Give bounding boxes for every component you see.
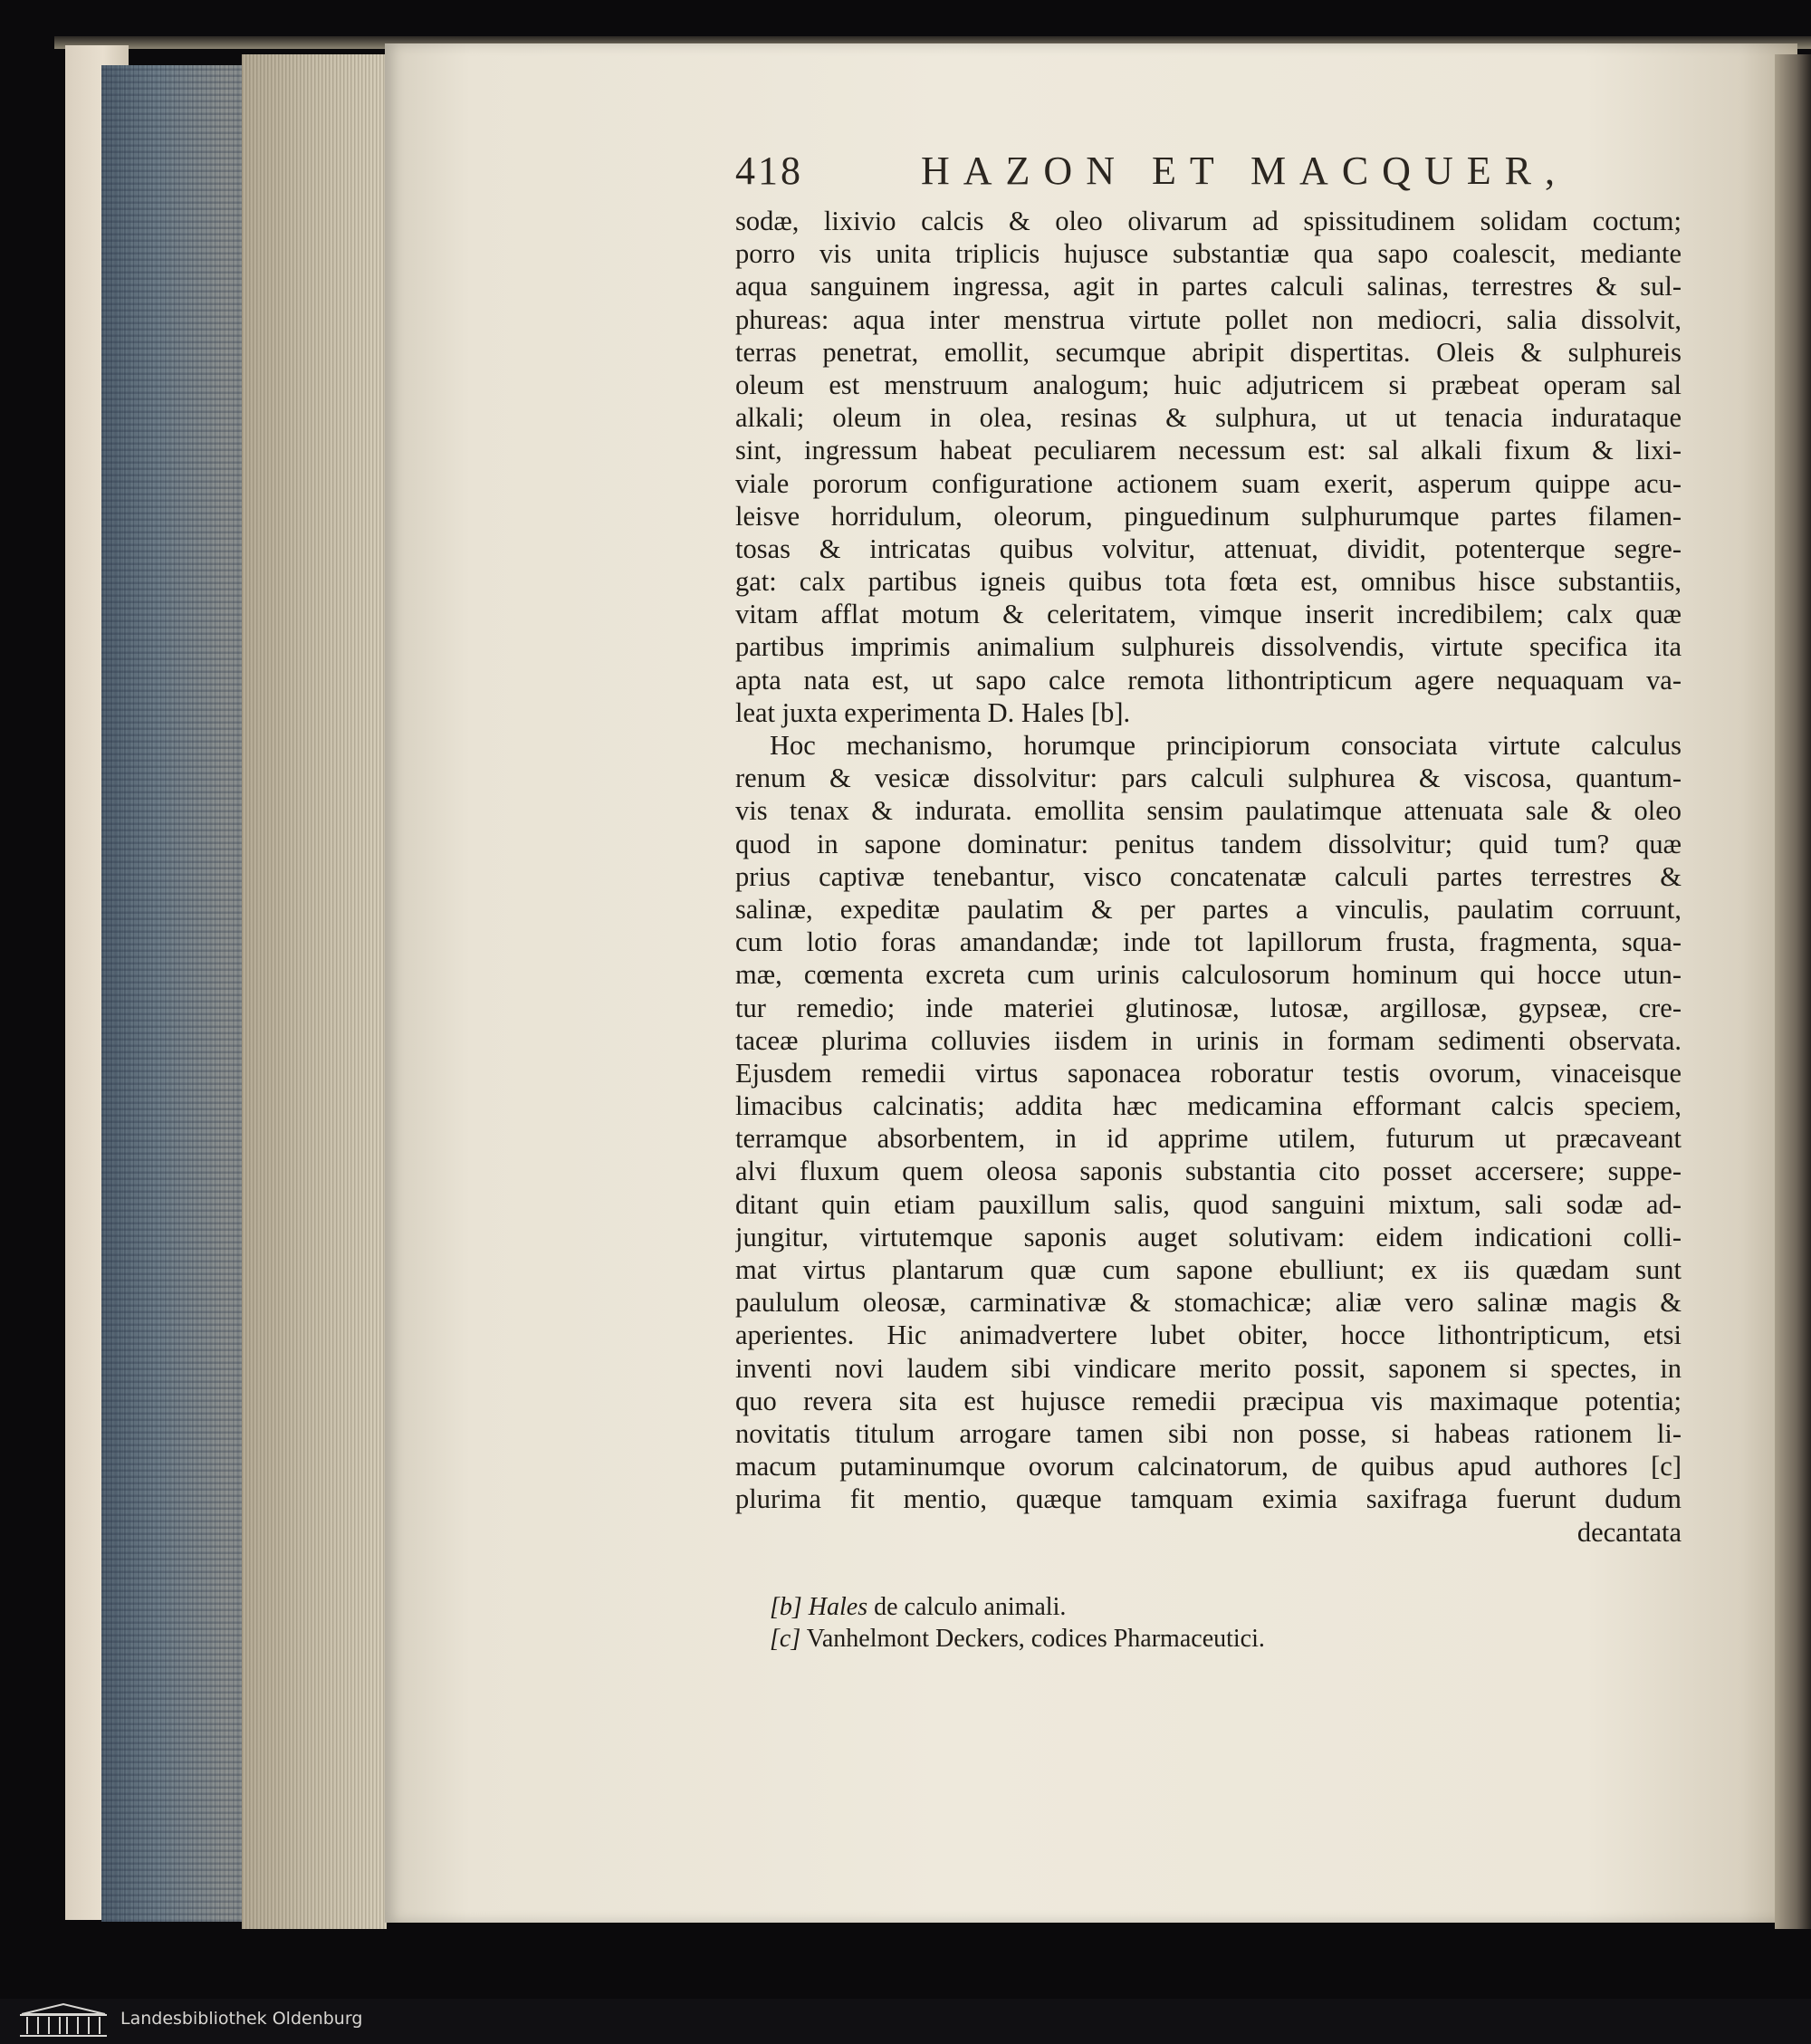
text-line: tur remedio; inde materiei glutinosæ, lutosæ, argillosæ, gypseæ, cre- [735,992,1682,1023]
footnote [770,1623,1265,1655]
text-line: mat virtus plantarum quæ cum sapone ebulliunt; ex iis quædam sunt [735,1254,1682,1285]
text-line: oleum est menstruum analogum; huic adjutricem si præbeat operam sal [735,369,1682,400]
text-line: tosas & intricatas quibus volvitur, attenuat, dividit, potenterque segre- [735,533,1682,564]
text-line: leat juxta experimenta D. Hales [b]. [735,696,1131,728]
text-line: sodæ, lixivio calcis & oleo olivarum ad spissitudinem solidam coctum; [735,206,1682,236]
text-line: cum lotio foras amandandæ; inde tot lapillorum frusta, fragmenta, squa- [735,926,1682,958]
gutter-shadow [1775,54,1811,1929]
text-line: porro vis unita triplicis hujusce substantiæ qua sapo coalescit, mediante [735,238,1682,270]
text-line: salinæ, expeditæ paulatim & per partes a vinculis, paulatim corruunt, [735,893,1682,925]
text-line: plurima fit mentio, quæque tamquam eximia saxifraga fuerunt dudum [735,1483,1682,1515]
text-line: inventi novi laudem sibi vindicare merito possit, saponem si spectes, in [735,1352,1682,1384]
text-line: leisve horridulum, oleorum, pinguedinum sulphurumque partes filamen- [735,500,1682,532]
text-line: viale pororum configuratione actionem suam exerit, asperum quippe acu- [735,467,1682,499]
text-line: aperientes. Hic animadvertere lubet obiter, hocce lithontripticum, etsi [735,1319,1682,1351]
text-line: gat: calx partibus igneis quibus tota fœta est, omnibus hisce substantiis, [735,566,1682,598]
body-text [735,205,1682,1549]
page-block-speckle [101,65,242,1922]
catchword: decantata [1576,1516,1682,1548]
text-line: prius captivæ tenebantur, visco concatenatæ calculi partes terrestres & [735,860,1682,892]
running-title: HAZON ET MACQUER, [921,149,1568,193]
text-line: quod in sapone dominatur: penitus tandem dissolvitur; quid tum? quæ [735,828,1682,859]
text-line: vis tenax & indurata. emollita sensim paulatimque attenuata sale & oleo [735,795,1682,827]
text-line: sint, ingressum habeat peculiarem necessum est: sal alkali fixum & lixi- [735,435,1682,466]
library-building-icon [16,2001,110,2039]
text-line: Hoc mechanismo, horumque principiorum consociata virtute calculus [770,730,1682,761]
text-line: Ejusdem remedii virtus saponacea roboratur testis ovorum, vinaceisque [735,1057,1682,1089]
text-line: terras penetrat, emollit, secumque abripit dispertitas. Oleis & sulphureis [735,336,1682,368]
footnotes [770,1591,1265,1655]
footnote-mark: [c] [770,1625,801,1653]
text-line: partibus imprimis animalium sulphureis dissolvendis, virtute specifica ita [735,631,1682,663]
text-line: renum & vesicæ dissolvitur: pars calculi sulphurea & viscosa, quantum- [735,763,1682,794]
text-line: macum putaminumque ovorum calcinatorum, de quibus apud authores [c] [735,1451,1682,1483]
text-line: ditant quin etiam pauxillum salis, quod sanguini mixtum, sali sodæ ad- [735,1188,1682,1220]
text-line: paululum oleosæ, carminativæ & stomachicæ; aliæ vero salinæ magis & [735,1287,1682,1319]
text-line: novitatis titulum arrogare tamen sibi non posse, si habeas rationem li- [735,1417,1682,1449]
footnote [770,1591,1265,1623]
footnote-mark: [b] [770,1593,802,1621]
text-line: apta nata est, ut sapo calce remota lithontripticum agere nequaquam va- [735,664,1682,696]
text-line: taceæ plurima colluvies iisdem in urinis in formam sedimenti observata. [735,1024,1682,1056]
text-line: phureas: aqua inter menstrua virtute pollet non mediocri, salia dissolvit, [735,303,1682,335]
footnote-author: Hales [808,1593,868,1621]
footnote-text: Vanhelmont Deckers, codices Pharmaceutici. [806,1625,1265,1653]
text-line: limacibus calcinatis; addita hæc medicamina efformant calcis speciem, [735,1090,1682,1122]
footnote-text: de calculo animali. [874,1593,1067,1621]
text-line: terramque absorbentem, in id apprime utilem, futurum ut præcaveant [735,1123,1682,1155]
text-line: vitam afflat motum & celeritatem, vimque inserit incredibilem; calx quæ [735,599,1682,630]
text-line: aqua sanguinem ingressa, agit in partes calculi salinas, terrestres & sul- [735,271,1682,302]
text-line: alvi fluxum quem oleosa saponis substantia cito posset accersere; suppe- [735,1156,1682,1187]
page-number: 418 [735,149,803,193]
page-block-inner-edges [242,54,387,1929]
text-line: quo revera sita est hujusce remedii præcipua vis maximaque potentia; [735,1385,1682,1416]
text-line: jungitur, virtutemque saponis auget solutivam: eidem indicationi colli- [735,1221,1682,1252]
text-line: mæ, cœmenta excreta cum urinis calculosorum hominum qui hocce utun- [735,959,1682,991]
text-line: alkali; oleum in olea, resinas & sulphura, ut ut tenacia indurataque [735,402,1682,434]
library-name: Landesbibliothek Oldenburg [120,2009,363,2029]
